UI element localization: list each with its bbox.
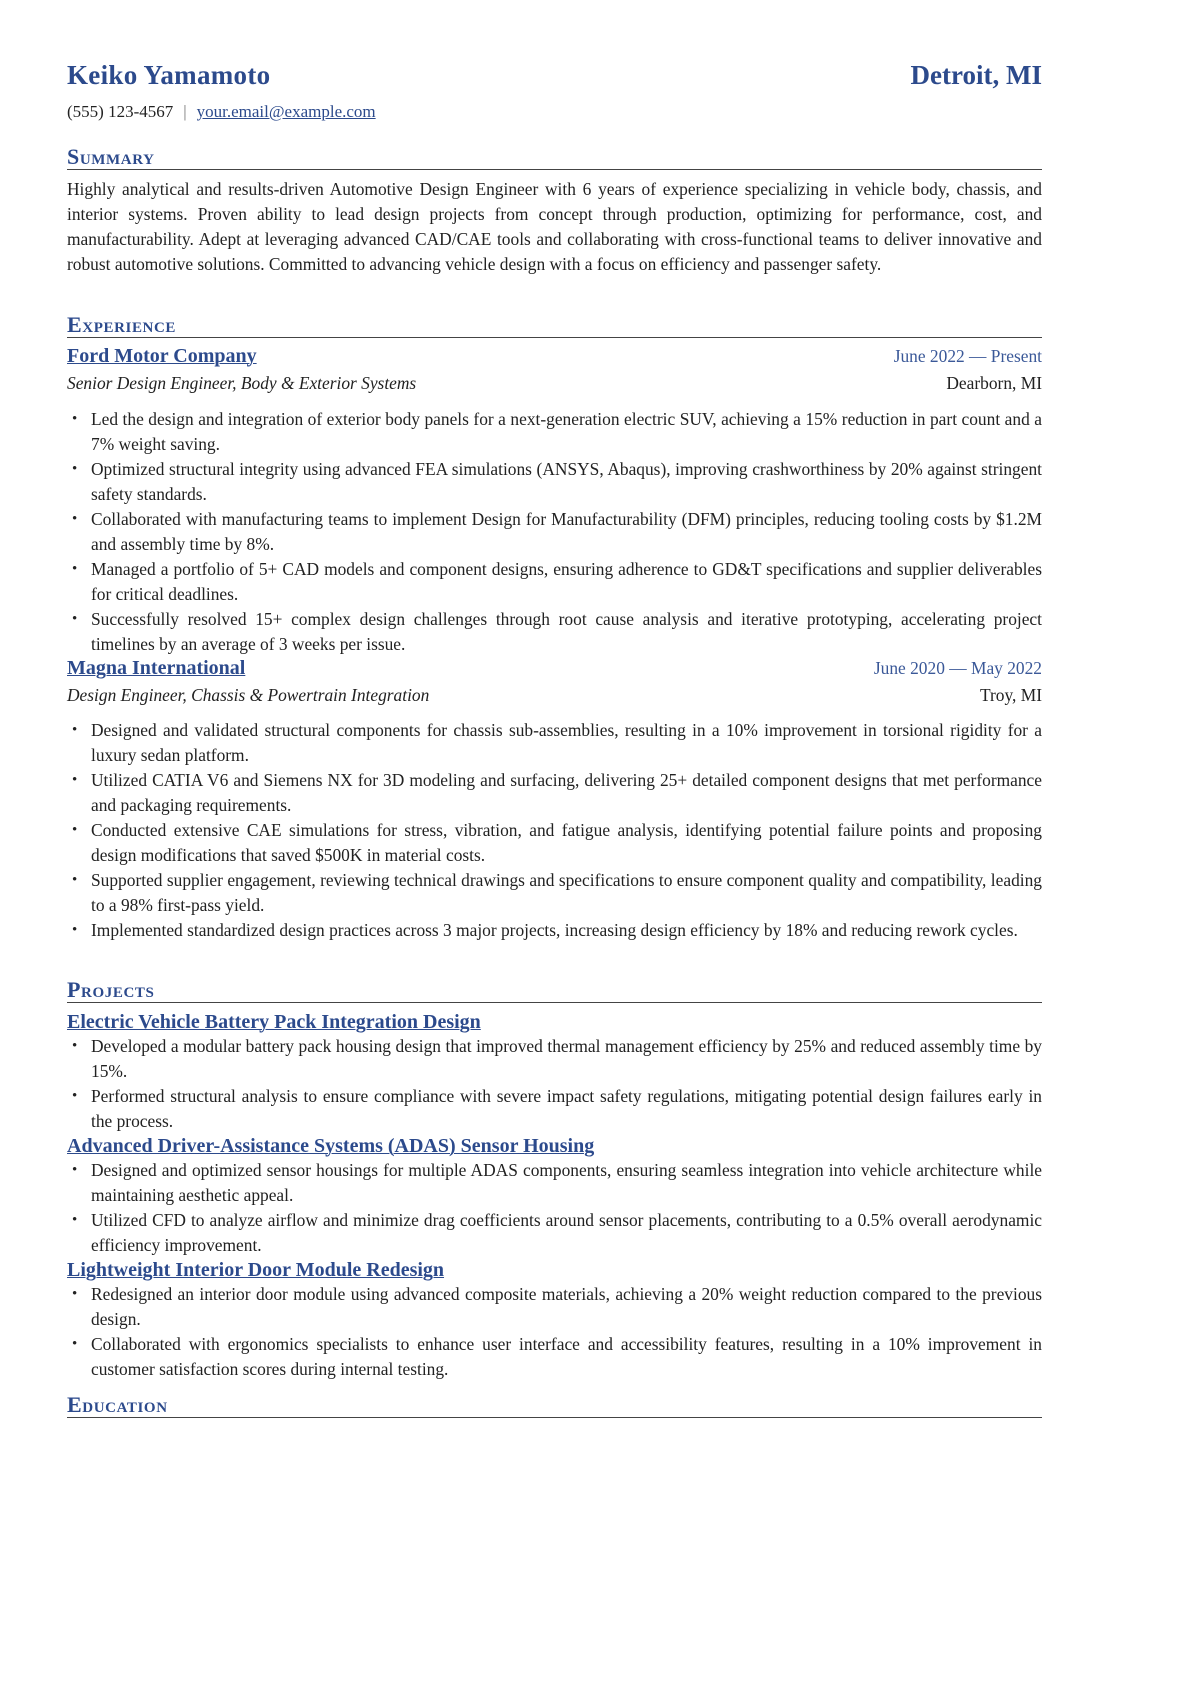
- section-title-projects: Projects: [67, 978, 1042, 1003]
- list-item: • Designed and validated structural components for chassis sub-assemblies, resulting in a 10% improvement in torsional rigidity for a luxury sedan platform.: [67, 718, 1042, 768]
- job-dates: June 2020 — May 2022: [873, 658, 1042, 678]
- job-role: Senior Design Engineer, Body & Exterior Systems: [67, 373, 417, 393]
- list-item: • Conducted extensive CAE simulations for stress, vibration, and fatigue analysis, identifying potential failure points and proposing design modifications that saved $500K in material costs.: [67, 818, 1042, 868]
- phone-number: (555) 123-4567: [67, 102, 174, 121]
- email-link[interactable]: your.email@example.com: [196, 102, 376, 121]
- list-item: • Performed structural analysis to ensure compliance with severe impact safety regulations, mitigating potential design failures early in the process.: [67, 1084, 1042, 1134]
- contact-separator: |: [183, 102, 187, 121]
- list-item: • Utilized CFD to analyze airflow and minimize drag coefficients around sensor placements, contributing to a 0.5% overall aerodynamic efficiency improvement.: [67, 1208, 1042, 1258]
- list-item: • Utilized CATIA V6 and Siemens NX for 3D modeling and surfacing, delivering 25+ detailed component designs that met performance and packaging requirements.: [67, 768, 1042, 818]
- project-bullets-adas-sensor: [67, 1158, 1042, 1258]
- section-title-education: Education: [67, 1393, 1042, 1418]
- list-item: • Redesigned an interior door module using advanced composite materials, achieving a 20% weight reduction compared to the previous design.: [67, 1282, 1042, 1332]
- list-item: • Collaborated with ergonomics specialists to enhance user interface and accessibility features, resulting in a 10% improvement in customer satisfaction scores during internal testing.: [67, 1332, 1042, 1382]
- job-bullets-ford: [67, 407, 1042, 657]
- resume-header: [67, 60, 1042, 100]
- project-bullets-battery-pack: [67, 1034, 1042, 1134]
- job-header-magna: [67, 657, 1042, 711]
- job-bullets-magna: [67, 718, 1042, 943]
- candidate-name: Keiko Yamamoto: [67, 60, 271, 90]
- section-title-experience: Experience: [67, 313, 1042, 338]
- project-link-battery-pack[interactable]: Electric Vehicle Battery Pack Integration Design: [67, 1011, 481, 1033]
- list-item: • Optimized structural integrity using advanced FEA simulations (ANSYS, Abaqus), improving crashworthiness by 20% against stringent safety standards.: [67, 457, 1042, 507]
- job-location: Troy, MI: [979, 685, 1042, 705]
- list-item: • Successfully resolved 15+ complex design challenges through root cause analysis and iterative prototyping, accelerating project timelines by an average of 3 weeks per issue.: [67, 607, 1042, 657]
- job-dates: June 2022 — Present: [893, 346, 1042, 366]
- list-item: • Collaborated with manufacturing teams to implement Design for Manufacturability (DFM) principles, reducing tooling costs by $1.2M and assembly time by 8%.: [67, 507, 1042, 557]
- list-item: • Managed a portfolio of 5+ CAD models and component designs, ensuring adherence to GD&T specifications and supplier deliverables for critical deadlines.: [67, 557, 1042, 607]
- list-item: • Designed and optimized sensor housings for multiple ADAS components, ensuring seamless integration into vehicle architecture while maintaining aesthetic appeal.: [67, 1158, 1042, 1208]
- job-role: Design Engineer, Chassis & Powertrain Integration: [67, 685, 430, 705]
- list-item: • Implemented standardized design practices across 3 major projects, increasing design efficiency by 18% and reducing rework cycles.: [67, 918, 1042, 943]
- list-item: • Supported supplier engagement, reviewing technical drawings and specifications to ensure component quality and compatibility, leading to a 98% first-pass yield.: [67, 868, 1042, 918]
- list-item: • Led the design and integration of exterior body panels for a next-generation electric SUV, achieving a 15% reduction in part count and a 7% weight saving.: [67, 407, 1042, 457]
- job-header-ford: [67, 345, 1042, 399]
- job-location: Dearborn, MI: [946, 373, 1042, 393]
- project-link-adas-sensor[interactable]: Advanced Driver-Assistance Systems (ADAS) Sensor Housing: [67, 1135, 595, 1157]
- company-link-ford[interactable]: Ford Motor Company: [67, 345, 257, 367]
- summary-text: Highly analytical and results-driven Automotive Design Engineer with 6 years of experience specializing in vehicle body, chassis, and interior systems. Proven ability to lead design projects from concept through production, optimizing for performance, cost, and manufacturability. Adept at leveraging advanced CAD/CAE tools and collaborating with cross-functional teams to deliver innovative and robust automotive solutions. Committed to advancing vehicle design with a focus on efficiency and passenger safety.: [67, 179, 1042, 274]
- list-item: • Developed a modular battery pack housing design that improved thermal management efficiency by 25% and reduced assembly time by 15%.: [67, 1034, 1042, 1084]
- contact-line: [67, 102, 376, 122]
- candidate-location: Detroit, MI: [910, 60, 1042, 90]
- company-link-magna[interactable]: Magna International: [67, 657, 246, 679]
- project-bullets-door-module: [67, 1282, 1042, 1382]
- project-link-door-module[interactable]: Lightweight Interior Door Module Redesign: [67, 1259, 445, 1281]
- section-title-summary: Summary: [67, 145, 1042, 170]
